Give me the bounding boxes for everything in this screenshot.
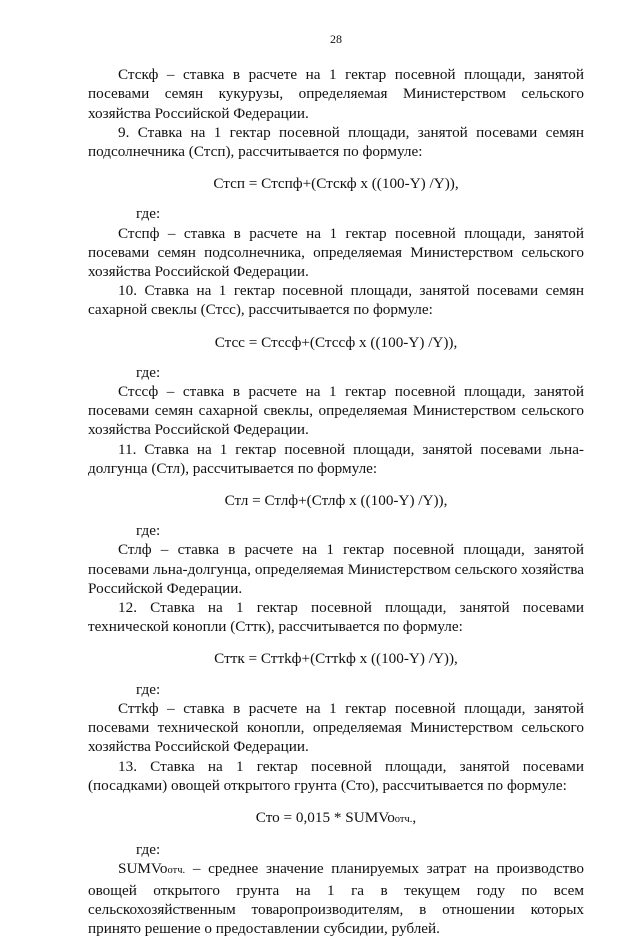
definition-stlf: Стлф – ставка в расчете на 1 гектар посевной площади, занятой посевами льна-долгунца, определяемая Министерством сельского хозяйства Российской Федерации. <box>88 541 584 597</box>
definition-stssf: Стссф – ставка в расчете на 1 гектар посевной площади, занятой посевами семян сахарной свеклы, определяемая Министерством сельского хозяйства Российской Федерации. <box>88 383 584 439</box>
formula-sto-main: Сто = 0,015 * SUMVo <box>255 808 395 826</box>
formula-sttk: Сттк = Сттkф+(Сттkф х ((100-Y) /Y)), <box>214 650 458 668</box>
definition-stskf: Стскф – ставка в расчете на 1 гектар посевной площади, занятой посевами семян кукурузы, определяемая Министерством сельского хозяйства Российской Федерации. <box>88 66 584 122</box>
where-label: где: <box>136 522 161 540</box>
formula-sto-end: , <box>412 808 417 826</box>
page-number: 28 <box>330 32 342 46</box>
where-label: где: <box>136 205 161 223</box>
formula-stl: Стл = Стлф+(Стлф х ((100-Y) /Y)), <box>224 492 448 510</box>
sumvo-subscript: отч. <box>167 865 186 877</box>
sumvo-definition: – среднее значение планируемых затрат на производство овощей открытого грунта на 1 га в текущем году по всем сельскохозяйственным товаропроизводителям, в отношении которых принято решение о предоставлении субсидии, рублей. <box>88 860 584 937</box>
formula-sto-subscript: отч. <box>394 813 413 825</box>
where-label: где: <box>136 841 161 859</box>
clause-9: 9. Ставка на 1 гектар посевной площади, занятой посевами семян подсолнечника (Стсп), рассчитывается по формуле: <box>88 123 584 161</box>
clause-10: 10. Ставка на 1 гектар посевной площади, занятой посевами семян сахарной свеклы (Стсс), рассчитывается по формуле: <box>88 282 584 319</box>
document-page <box>88 30 584 938</box>
formula-stss: Стсс = Стссф+(Стссф х ((100-Y) /Y)), <box>214 333 458 351</box>
clause-13: 13. Ставка на 1 гектар посевной площади, занятой посевами (посадками) овощей открытого грунта (Сто), рассчитывается по формуле: <box>88 757 584 794</box>
where-label: где: <box>136 363 161 381</box>
definition-sumvo <box>88 859 584 938</box>
definition-sttkf: Сттkф – ставка в расчете на 1 гектар посевной площади, занятой посевами технической конопли, определяемая Министерством сельского хозяйства Российской Федерации. <box>88 699 584 756</box>
sumvo-term: SUMVo <box>118 860 168 878</box>
formula-sto <box>88 808 584 829</box>
formula-stsp: Стсп = Стспф+(Стскф х ((100-Y) /Y)), <box>213 175 459 193</box>
definition-stspf: Стспф – ставка в расчете на 1 гектар посевной площади, занятой посевами семян подсолнечника, определяемая Министерством сельского хозяйства Российской Федерации. <box>88 224 584 281</box>
where-label: где: <box>136 680 161 698</box>
clause-11: 11. Ставка на 1 гектар посевной площади, занятой посевами льна-долгунца (Стл), рассчитывается по формуле: <box>88 440 584 477</box>
clause-12: 12. Ставка на 1 гектар посевной площади, занятой посевами технической конопли (Сттк), рассчитывается по формуле: <box>88 599 584 636</box>
